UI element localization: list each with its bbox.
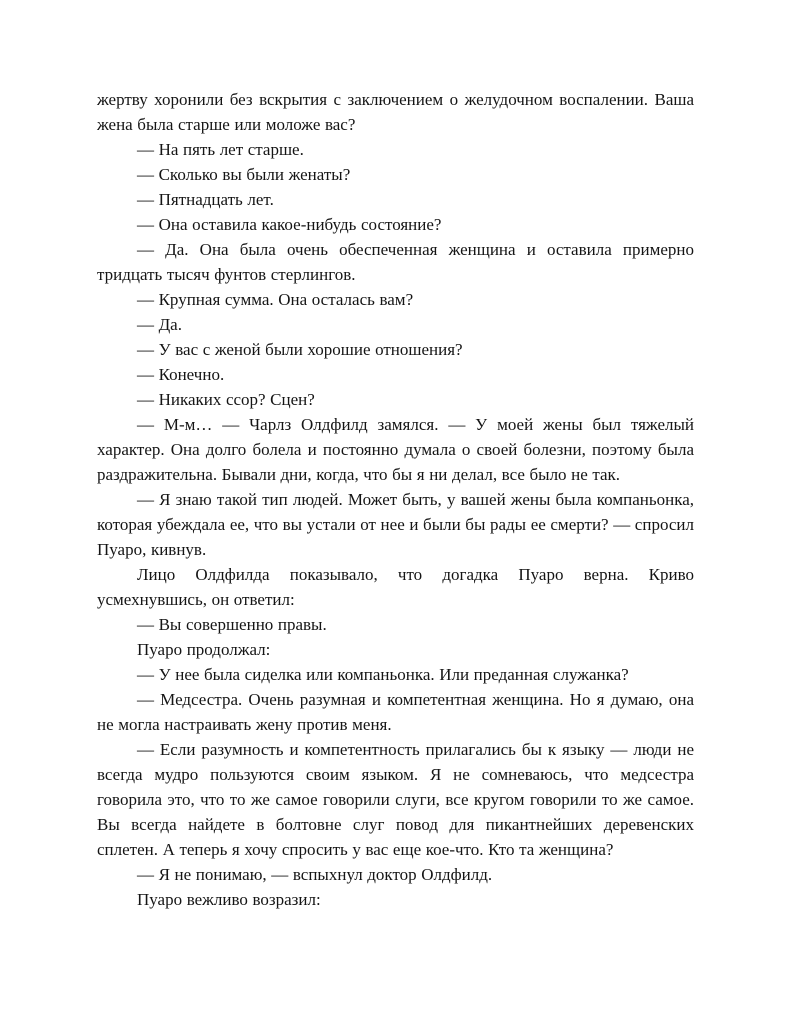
paragraph: — Она оставила какое-нибудь состояние? xyxy=(137,215,442,234)
paragraph: — Да. Она была очень обеспеченная женщина и оставила примерно тридцать тысяч фунтов стерлингов. xyxy=(97,240,694,284)
paragraph: Пуаро продолжал: xyxy=(137,640,271,659)
paragraph: — Пятнадцать лет. xyxy=(137,190,274,209)
paragraph: — На пять лет старше. xyxy=(137,140,304,159)
paragraph: — У вас с женой были хорошие отношения? xyxy=(137,340,463,359)
paragraph: — Конечно. xyxy=(137,365,225,384)
paragraph: Лицо Олдфилда показывало, что догадка Пуаро верна. Криво усмехнувшись, он ответил: xyxy=(97,565,694,609)
paragraph: — Я не понимаю, — вспыхнул доктор Олдфилд. xyxy=(137,865,493,884)
paragraph: — Я знаю такой тип людей. Может быть, у вашей жены была компаньонка, которая убеждала ее, что вы устали от нее и были бы рады ее смерти? — спросил Пуаро, кивнув. xyxy=(97,490,694,559)
paragraph: Пуаро вежливо возразил: xyxy=(137,890,321,909)
paragraph: — Крупная сумма. Она осталась вам? xyxy=(137,290,414,309)
paragraph: — Да. xyxy=(137,315,182,334)
paragraph: — Если разумность и компетентность прилагались бы к языку — люди не всегда мудро пользуются своим языком. Я не сомневаюсь, что медсестра говорила это, что то же самое говорили слуги, все кругом говорили то же самое. Вы всегда найдете в болтовне слуг повод для пикантнейших деревенских сплетен. А теперь я хочу спросить у вас еще кое-что. Кто та женщина? xyxy=(97,740,694,859)
paragraph: — Сколько вы были женаты? xyxy=(137,165,351,184)
paragraph: — Никаких ссор? Сцен? xyxy=(137,390,315,409)
paragraph: — Медсестра. Очень разумная и компетентная женщина. Но я думаю, она не могла настраивать жену против меня. xyxy=(97,690,694,734)
paragraph: — Вы совершенно правы. xyxy=(137,615,327,634)
paragraph: — М-м… — Чарлз Олдфилд замялся. — У моей жены был тяжелый характер. Она долго болела и постоянно думала о своей болезни, поэтому была раздражительна. Бывали дни, когда, что бы я ни делал, все было не так. xyxy=(97,415,694,484)
book-page xyxy=(97,87,694,912)
paragraph: жертву хоронили без вскрытия с заключением о желудочном воспалении. Ваша жена была старше или моложе вас? xyxy=(97,90,694,134)
paragraph: — У нее была сиделка или компаньонка. Или преданная служанка? xyxy=(137,665,629,684)
